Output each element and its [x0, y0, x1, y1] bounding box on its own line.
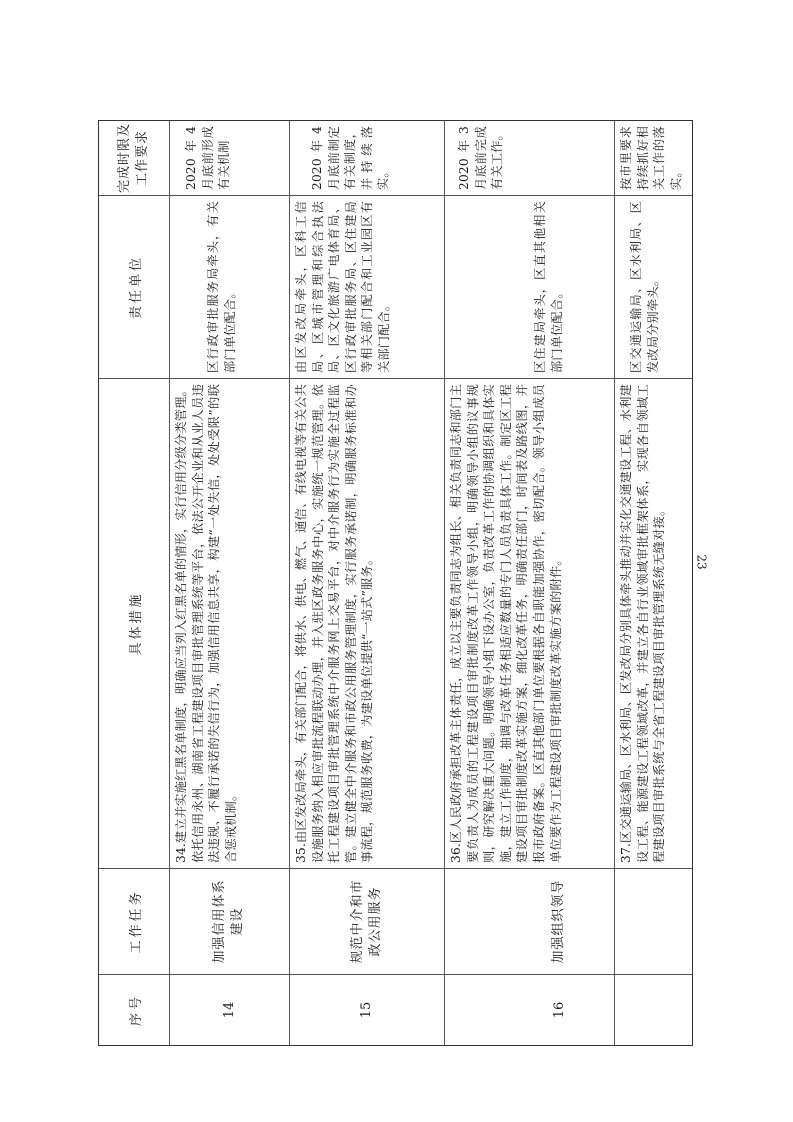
cell-task: 规范中介和市政公用服务 — [289, 868, 444, 974]
measures-table — [98, 120, 693, 1046]
cell-measures: 37.区交通运输局、区水利局、区发改局分别具体牵头推动并实化交通建设工程、水利建设工程、能源建设工程领域改革，并建立各自行业领域审批框架体系，实现各自领域工程建设项目审批系统与全省工程建设项目审批管理系统无缝对接。 — [614, 378, 692, 868]
cell-seq: 16 — [444, 974, 614, 1045]
cell-unit: 由区发改局牵头，区科工信局、区城市管理和综合执法局、区文化旅游广电体育局、区行政审批服务局、区住建局等相关部门配合和工业园区有关部门配合。 — [289, 195, 444, 378]
header-measures: 具体措施 — [99, 378, 169, 868]
cell-unit: 区交通运输局、区水利局、区发改局分别牵头。 — [614, 195, 692, 378]
cell-deadline: 按市里要求持续抓好相关工作的落实。 — [619, 126, 683, 190]
table-header-row — [99, 121, 170, 1045]
header-task: 工作任务 — [99, 868, 169, 974]
cell-measures: 34.建立并实施红黑名单制度，明确应当列入红黑名单的情形，实行信用分级分类管理。依托信用永州、湖南省工程建设项目审批管理系统等平台，依法公开企业和从业人员违法违规、不履行承诺的失信行为，加强信用信息共享，构建“一处失信，处处受限”的联合惩戒机制。 — [169, 378, 289, 868]
cell-measures: 36.区人民政府承担改革主体责任，成立以主要负责同志为组长、相关负责同志和部门主要负责人为成员的工程建设项目审批制度改革工作领导小组，明确领导小组的议事规则，研究解决重大问题。明确领导小组下设办公室，负责改革工作的协调组织和具体实施，建立工作制度，抽调与改革任务相适应数量的专门人员负责具体工作。制定区工程建设项目审批制度改革实施方案，细化改革任务，明确责任部门，时间表及路线图，并报市政府备案。区直其他部门单位要根据各自职能加强协作，密切配合。领导小组成员单位要作为工程建设项目审批制度改革实施方案的附件。 — [444, 378, 614, 868]
cell-deadline: 2020年4月底前制定有关制度，并持续落实。 — [310, 126, 391, 190]
cell-seq-merged — [614, 974, 692, 1045]
cell-task: 加强组织领导 — [444, 868, 614, 974]
cell-unit: 区住建局牵头，区直其他相关部门单位配合。 — [444, 195, 614, 378]
table-row — [289, 121, 445, 1045]
page-number: 23 — [694, 554, 709, 570]
header-deadline: 完成时限及工作要求 — [117, 122, 150, 193]
header-seq: 序号 — [99, 974, 169, 1045]
cell-seq: 15 — [289, 974, 444, 1045]
cell-deadline: 2020年4月底前形成有关机制 — [184, 126, 232, 190]
cell-seq: 14 — [169, 974, 289, 1045]
table-row — [169, 121, 290, 1045]
cell-task-merged — [614, 868, 692, 974]
cell-deadline: 2020年3月底前完成有关工作。 — [457, 126, 505, 190]
header-unit: 责任单位 — [99, 195, 169, 378]
table-row — [444, 121, 615, 1045]
cell-task: 加强信用体系建设 — [169, 868, 289, 974]
cell-unit: 区行政审批服务局牵头，有关部门单位配合。 — [169, 195, 289, 378]
table-row — [614, 121, 692, 1045]
cell-measures: 35.由区发改局牵头，有关部门配合，将供水、供电、燃气、通信、有线电视等有关公共设施服务纳入相应审批流程联动办理，并入驻区政务服务中心，实施统一规范管理。依托工程建设项目审批管理系统中介服务网上交易平台，对中介服务行为实施全过程监管。建立健全中介服务和市政公用服务管理制度，实行服务承诺制，明确服务标准和办事流程，规范服务收费，为建设单位提供“一站式”服务。 — [289, 378, 444, 868]
